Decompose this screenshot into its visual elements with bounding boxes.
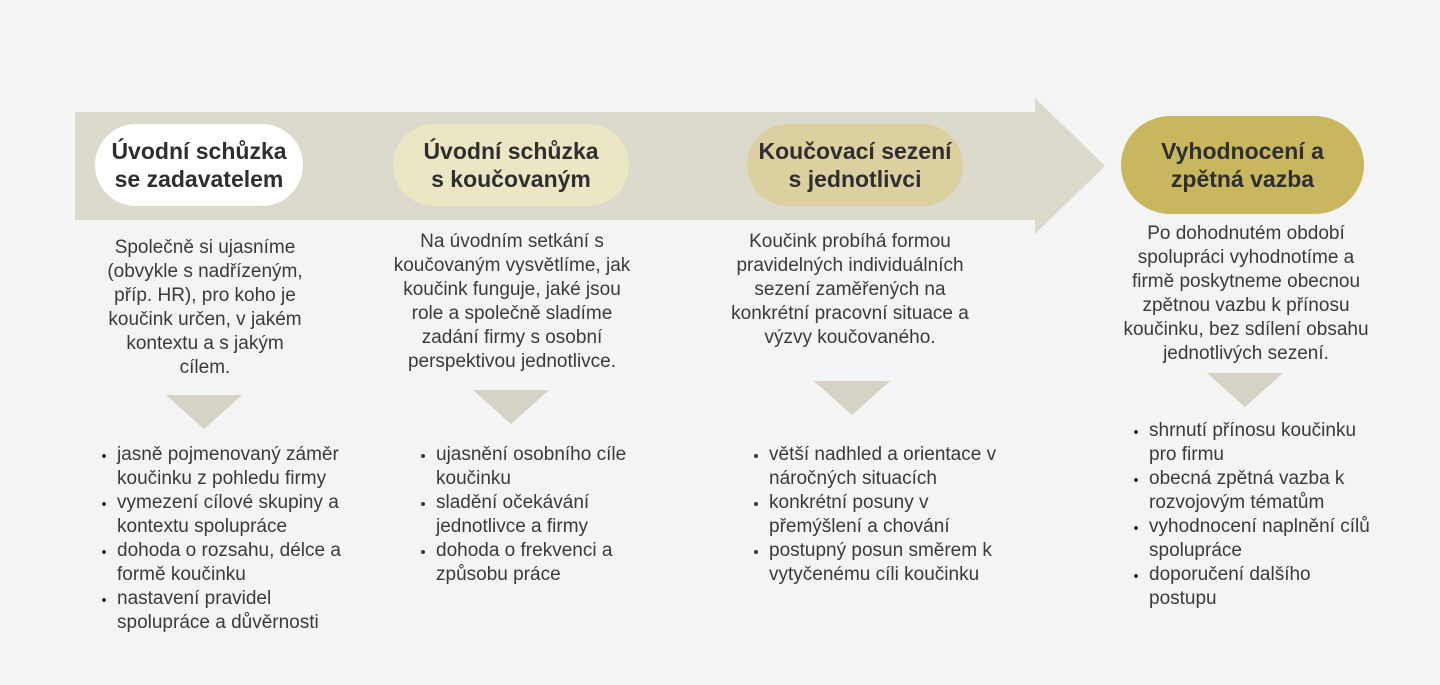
step-1-pill	[95, 124, 303, 206]
list-item: • konkrétní posuny v přemýšlení a chování	[769, 491, 1049, 539]
list-item: • vymezení cílové skupiny a kontextu spolupráce	[117, 491, 387, 539]
list-item: • větší nadhled a orientace v náročných situacích	[769, 443, 1049, 491]
list-item: • obecná zpětná vazba k rozvojovým tématům	[1149, 467, 1429, 515]
list-item: • sladění očekávání jednotlivce a firmy	[436, 491, 696, 539]
step-3-title: Koučovací sezení s jednotlivci	[758, 138, 952, 192]
list-item: • dohoda o rozsahu, délce a formě koučinku	[117, 539, 387, 587]
step-1-down-triangle	[166, 395, 242, 429]
step-3-description: Koučink probíhá formou pravidelných individuálních sezení zaměřených na konkrétní pracovní situace a výzvy koučovaného.	[731, 231, 969, 348]
step-4-bullet-list	[1129, 419, 1429, 611]
list-item: • jasně pojmenovaný záměr koučinku z pohledu firmy	[117, 443, 387, 491]
step-4-down-triangle	[1207, 373, 1283, 407]
step-3-pill	[747, 124, 963, 206]
list-item: • shrnutí přínosu koučinku pro firmu	[1149, 419, 1429, 467]
list-item: • doporučení dalšího postupu	[1149, 563, 1429, 611]
step-3-down-triangle	[814, 381, 890, 415]
step-4-description: Po dohodnutém období spolupráci vyhodnotíme a firmě poskytneme obecnou zpětnou vazbu k přínosu koučinku, bez sdílení obsahu jednotlivých sezení.	[1123, 223, 1369, 364]
step-2-bullet-list	[416, 443, 696, 587]
list-item: • nastavení pravidel spolupráce a důvěrnosti	[117, 587, 387, 635]
process-arrow-head	[1035, 98, 1105, 234]
step-1-bullet-list	[97, 443, 387, 635]
list-item: • postupný posun směrem k vytyčenému cíli koučinku	[769, 539, 1049, 587]
list-item: • dohoda o frekvenci a způsobu práce	[436, 539, 696, 587]
step-4-pill	[1121, 116, 1364, 214]
step-2-pill	[393, 124, 629, 206]
list-item: • ujasnění osobního cíle koučinku	[436, 443, 696, 491]
step-1-description: Společně si ujasníme (obvykle s nadřízeným, příp. HR), pro koho je koučink určen, v jakém kontextu a s jakým cílem.	[107, 237, 303, 378]
step-1-title: Úvodní schůzka se zadavatelem	[111, 138, 287, 192]
step-4-title: Vyhodnocení a zpětná vazba	[1161, 138, 1324, 192]
list-item: • vyhodnocení naplnění cílů spolupráce	[1149, 515, 1429, 563]
step-2-description: Na úvodním setkání s koučovaným vysvětlíme, jak koučink funguje, jaké jsou role a společně sladíme zadání firmy s osobní perspektivou jednotlivce.	[393, 231, 631, 372]
step-2-down-triangle	[473, 390, 549, 424]
step-2-title: Úvodní schůzka s koučovaným	[423, 138, 599, 192]
step-3-bullet-list	[749, 443, 1049, 587]
